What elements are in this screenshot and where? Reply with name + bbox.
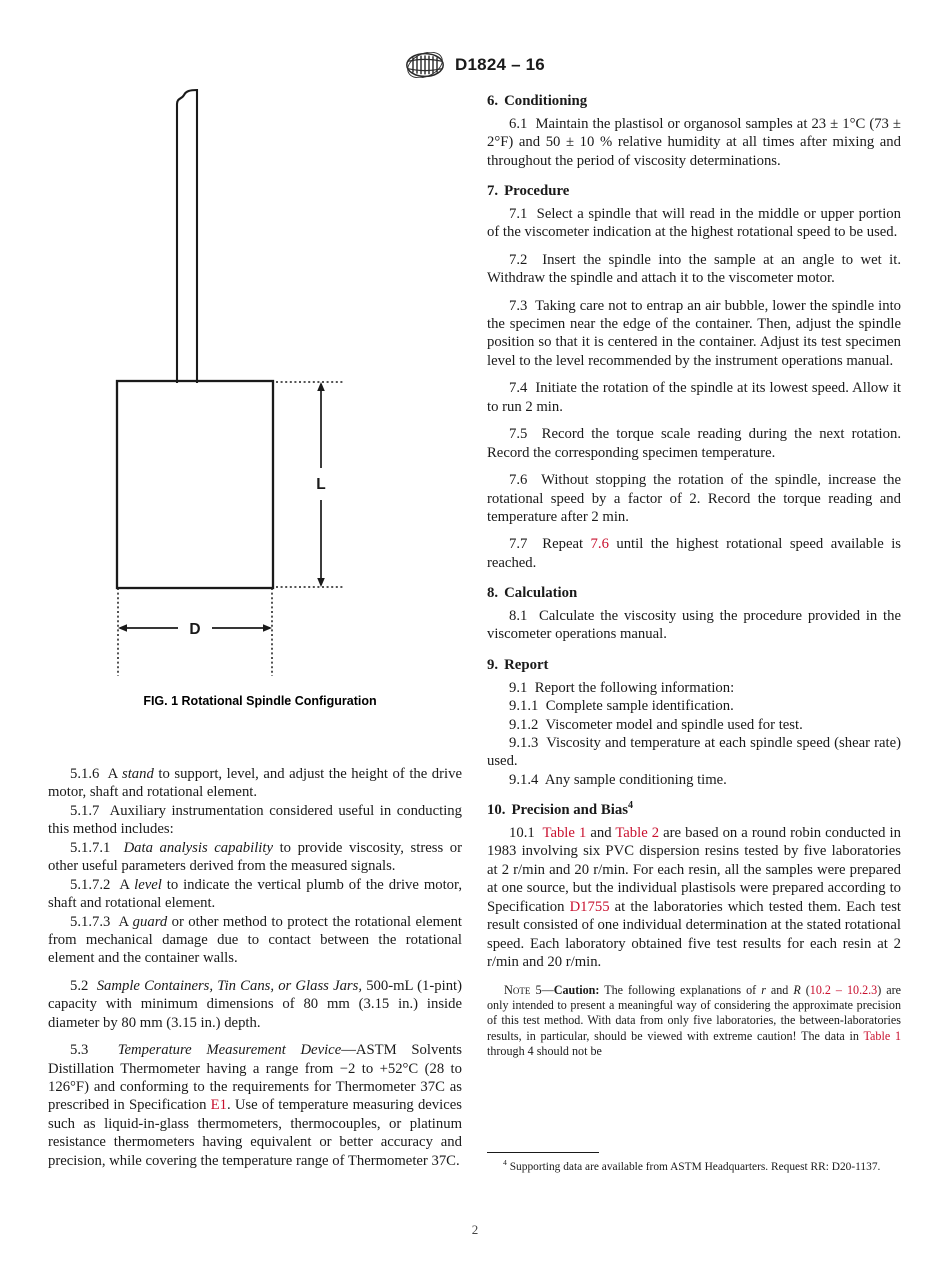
paragraph-7-4 [487, 379, 901, 416]
para-text-cont: to indicate the vertical plumb of the drive motor, shaft and rotational element. [48, 876, 462, 912]
para-text: A [119, 876, 135, 893]
para-text: Select a spindle that will read in the middle or upper portion of the viscometer indication at the highest rotational speed to be used. [487, 205, 901, 241]
section-title: Calculation [504, 585, 578, 602]
paragraph-5-1-7-1 [48, 839, 462, 876]
para-number: 6.1 [509, 115, 528, 132]
link-sections-10-2[interactable]: 10.2 – 10.2.3 [809, 982, 878, 997]
para-text: 500-mL (1-pint) capacity with minimum dimensions of 80 mm (3.15 in.) inside diameter by 80 mm (3.15 in.) depth. [48, 977, 463, 1031]
section-heading-procedure [487, 183, 901, 201]
paragraph-7-6 [487, 471, 901, 526]
para-text-cont: until the highest rotational speed available is reached. [487, 536, 902, 571]
paragraph-9-1-2 [487, 716, 901, 734]
note-text-5: through 4 should not be [487, 1043, 602, 1058]
para-number: 5.3 [70, 1042, 89, 1059]
paragraph-5-1-7 [48, 802, 462, 839]
term-temperature-measurement-device: Temperature Measurement Device [117, 1042, 342, 1059]
term-sample-containers: Sample Containers, Tin Cans, or Glass Jars, [96, 977, 363, 994]
figure-label-length: L [316, 476, 326, 493]
para-number: 5.1.7 [70, 802, 100, 819]
section-number: 6. [487, 93, 499, 109]
para-text: A [107, 766, 123, 782]
para-text: A [118, 913, 133, 930]
note-label: Note 5 [504, 982, 542, 997]
link-table-1[interactable]: Table 1 [542, 825, 587, 841]
note-5 [487, 983, 901, 1059]
document-designation: D1824 – 16 [455, 55, 545, 74]
para-text: and [586, 825, 616, 841]
footnote-text: Supporting data are available from ASTM Headquarters. Request RR: D20-1137. [506, 1161, 881, 1173]
paragraph-10-1 [487, 824, 901, 972]
paragraph-9-1 [487, 679, 901, 697]
paragraph-7-1 [487, 205, 901, 242]
para-text: Insert the spindle into the sample at an angle to wet it. Withdraw the spindle and attach it to the viscometer motor. [487, 251, 901, 287]
paragraph-5-2 [48, 977, 462, 1032]
term-guard: guard [132, 913, 168, 930]
section-number: 9. [487, 656, 499, 673]
para-text: Calculate the viscosity using the procedure provided in the viscometer operations manual. [487, 608, 901, 643]
para-text: Initiate the rotation of the spindle at its lowest speed. Allow it to run 2 min. [487, 380, 901, 415]
para-text: to provide viscosity, stress or other useful parameters derived from the measured signals. [48, 839, 462, 875]
paragraph-5-1-6 [48, 765, 462, 802]
left-text-column [48, 765, 462, 1170]
paragraph-9-1-4 [487, 771, 901, 789]
paragraph-7-2 [487, 251, 901, 288]
term-stand: stand [122, 766, 154, 782]
para-text-cont: or other method to protect the rotational element from mechanical damage due to contact between the rotational element and the container walls. [48, 913, 463, 967]
para-number: 5.1.7.3 [70, 913, 111, 930]
para-number: 7.6 [509, 472, 528, 489]
figure-rotational-spindle [60, 88, 460, 718]
section-heading-report [487, 657, 901, 675]
para-text: Without stopping the rotation of the spindle, increase the rotational speed by a factor of 2. Record the torque reading and temperature after 2 min. [487, 472, 901, 525]
para-number: 7.1 [509, 205, 528, 222]
para-text: Maintain the plastisol or organosol samples at 23 ± 1°C (73 ± 2°F) and 50 ± 10 % relative humidity at all times after mixing and throughout the period of viscosity determinations. [487, 115, 901, 169]
figure-caption: FIG. 1 Rotational Spindle Configuration [143, 694, 377, 708]
para-text-end: at the laboratories which tested them. Each test result consisted of one individual determination at the stated rotational speed. Each laboratory obtained five test results for each resin at 2 r/min and 20 r/min. [487, 898, 901, 971]
paragraph-8-1 [487, 607, 901, 644]
section-number: 8. [487, 585, 499, 602]
para-text: Record the torque scale reading during the next rotation. Record the corresponding specimen temperature. [487, 426, 901, 461]
para-text: Repeat [542, 536, 591, 553]
para-number: 7.2 [509, 251, 528, 268]
note-text-2: and [765, 982, 794, 997]
para-number: 10.1 [509, 825, 535, 841]
paragraph-7-5 [487, 425, 901, 462]
paragraph-7-3 [487, 297, 901, 371]
para-number: 8.1 [509, 608, 528, 624]
link-specification-e1[interactable]: E1 [210, 1097, 227, 1114]
para-number: 7.4 [509, 380, 528, 397]
footnote-number: 4 [503, 1158, 507, 1168]
footnote-marker-4[interactable]: 4 [627, 800, 634, 812]
para-number: 7.7 [509, 536, 528, 553]
paragraph-5-1-7-3 [48, 913, 462, 968]
section-title: Precision and Bias [511, 802, 628, 819]
section-heading-conditioning [487, 93, 901, 111]
note-text: The following explanations of [599, 982, 762, 997]
link-section-7-6[interactable]: 7.6 [590, 536, 609, 553]
para-text: Viscometer model and spindle used for test. [545, 716, 803, 733]
paragraph-5-3 [48, 1041, 462, 1170]
link-table-1-note[interactable]: Table 1 [863, 1028, 902, 1043]
para-number: 5.1.6 [70, 766, 100, 782]
note-dash: — [541, 982, 554, 997]
term-level: level [134, 876, 162, 893]
para-text: Complete sample identification. [545, 698, 734, 715]
section-title: Report [504, 656, 549, 673]
astm-logo [405, 52, 445, 78]
paragraph-5-1-7-2 [48, 876, 462, 913]
para-number: 5.1.7.1 [70, 839, 111, 856]
page-number: 2 [471, 1222, 479, 1237]
para-text: Any sample conditioning time. [544, 771, 727, 788]
section-number: 7. [487, 183, 499, 200]
para-number: 9.1.1 [509, 698, 539, 715]
symbol-r-lower: r [761, 982, 766, 997]
section-heading-calculation [487, 585, 901, 603]
para-number: 9.1 [509, 679, 528, 696]
right-text-column [487, 93, 901, 1059]
symbol-r-upper: R [793, 982, 801, 997]
note-text-3: ( [800, 982, 810, 997]
para-number: 9.1.4 [509, 771, 539, 788]
paragraph-7-7 [487, 535, 901, 572]
paragraph-6-1 [487, 115, 901, 170]
section-number: 10. [487, 802, 506, 819]
para-text: Report the following information: [534, 679, 735, 696]
paragraph-9-1-1 [487, 697, 901, 715]
section-title: Procedure [504, 183, 570, 200]
para-number: 5.2 [70, 977, 89, 994]
footnote-block [487, 1152, 901, 1175]
para-text: —ASTM Solvents Distillation Thermometer having a range from −2 to +52°C (28 to 126°F) and conforming to the requirements for Thermometer 37C as prescribed in Specification [48, 1042, 462, 1114]
para-number: 9.1.3 [509, 734, 539, 751]
term-data-analysis-capability: Data analysis capability [123, 839, 273, 856]
para-text-cont: to support, level, and adjust the height of the drive motor, shaft and rotational element. [48, 766, 462, 801]
paragraph-9-1-3 [487, 734, 901, 771]
section-title: Conditioning [504, 93, 588, 109]
note-caution-label: Caution: [553, 982, 600, 997]
para-number: 7.3 [509, 297, 528, 314]
figure-label-diameter: D [189, 621, 201, 638]
page-header [0, 52, 950, 78]
para-number: 5.1.7.2 [70, 876, 111, 893]
para-text: Viscosity and temperature at each spindle speed (shear rate) used. [487, 734, 901, 770]
para-number: 7.5 [509, 426, 528, 443]
para-text-cont: . Use of temperature measuring devices such as liquid-in-glass thermometers, thermocouples, or platinum resistance thermometers having equivalent or better accuracy and precision, while covering the temperature range of Thermometer 37C. [48, 1097, 462, 1169]
para-number: 9.1.2 [509, 716, 539, 733]
para-text-cont: are based on a round robin conducted in 1983 involving six PVC dispersion resins tested by five laboratories at 2 r/min and 20 r/min. For each resin, all the samples were prepared at one source, but the individual plastisols were prepared according to Specification [487, 825, 901, 915]
para-text: Taking care not to entrap an air bubble, lower the spindle into the specimen near the edge of the container. Then, adjust the spindle position so that it is centered in the container. Adjust its test specimen level to the level recommended by the instrument operations manual. [487, 297, 901, 369]
link-table-2[interactable]: Table 2 [615, 825, 660, 841]
link-specification-d1755[interactable]: D1755 [569, 898, 610, 915]
footnote-4 [487, 1160, 901, 1175]
section-heading-precision-and-bias [487, 802, 901, 820]
footnote-separator-rule [487, 1152, 599, 1153]
note-text-4: ) are only intended to present a meaningful way of considering the approximate precision of this test method. With data from only five laboratories, the between-laboratories results, in particular, should be viewed with extreme caution! The data in [487, 982, 901, 1043]
para-text: Auxiliary instrumentation considered useful in conducting this method includes: [48, 802, 462, 838]
spindle-diagram [60, 88, 460, 688]
